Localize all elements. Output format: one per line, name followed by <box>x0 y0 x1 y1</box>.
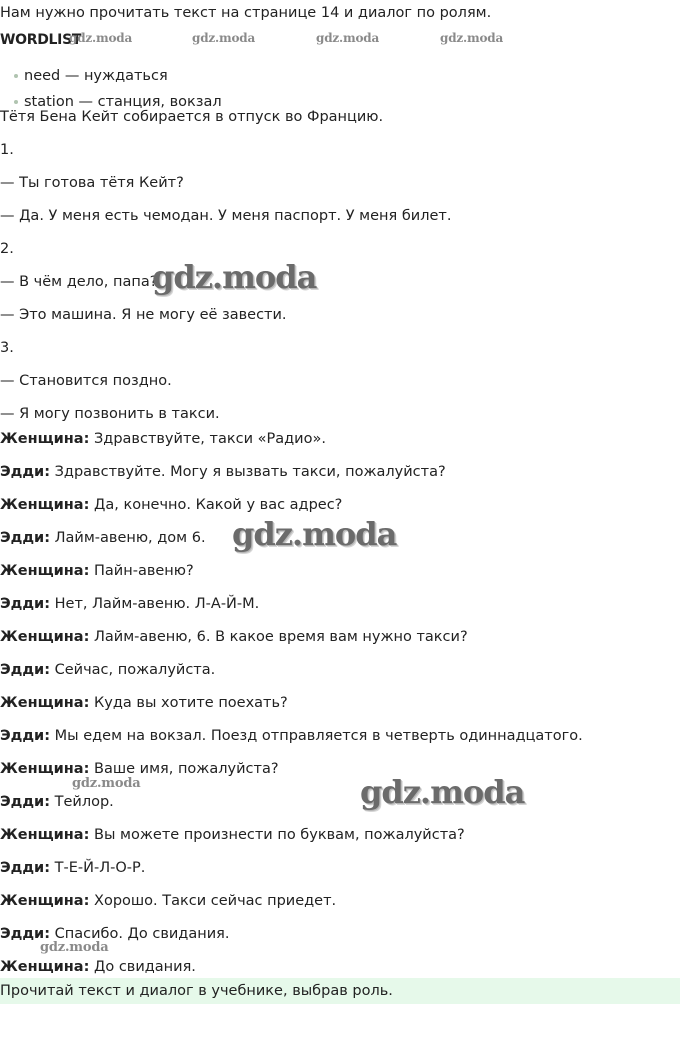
watermark: gdz.moda <box>360 773 525 811</box>
speaker-label: Женщина: <box>0 629 90 645</box>
speaker-label: Эдди: <box>0 926 51 942</box>
dialogue-text: До свидания. <box>89 959 196 975</box>
dialogue-line <box>0 594 259 614</box>
dialogue-line <box>0 528 206 548</box>
story-line: — Ты готова тётя Кейт? <box>0 175 184 191</box>
dialogue-text: Пайн-авеню? <box>89 563 194 579</box>
speaker-label: Эдди: <box>0 728 51 744</box>
dialogue-line <box>0 627 468 647</box>
dialogue-text: Лайм-авеню, дом 6. <box>50 530 206 546</box>
dialogue-text: Здравствуйте. Могу я вызвать такси, пожалуйста? <box>50 464 446 480</box>
dialogue-line <box>0 462 446 482</box>
speaker-label: Женщина: <box>0 563 90 579</box>
dialogue-text: Спасибо. До свидания. <box>50 926 230 942</box>
story-line: — Да. У меня есть чемодан. У меня паспорт. У меня билет. <box>0 208 452 224</box>
story-title: Тётя Бена Кейт собирается в отпуск во Францию. <box>0 109 384 125</box>
dialogue-line <box>0 825 465 845</box>
wordlist-item: need — нуждаться <box>24 66 168 86</box>
dialogue-line <box>0 495 342 515</box>
section-number: 2. <box>0 241 14 257</box>
bullet-icon <box>14 74 18 78</box>
story-line: — Это машина. Я не могу её завести. <box>0 307 287 323</box>
watermark: gdz.moda <box>232 515 397 553</box>
speaker-label: Эдди: <box>0 530 51 546</box>
dialogue-line <box>0 693 288 713</box>
bullet-icon <box>14 100 18 104</box>
dialogue-text: Т-Е-Й-Л-О-Р. <box>50 860 146 876</box>
dialogue-text: Мы едем на вокзал. Поезд отправляется в четверть одиннадцатого. <box>50 728 583 744</box>
watermark: gdz.moda <box>72 776 141 791</box>
dialogue-line <box>0 429 326 449</box>
watermark: gdz.moda <box>192 31 256 45</box>
dialogue-text: Тейлор. <box>50 794 114 810</box>
dialogue-line <box>0 891 336 911</box>
speaker-label: Эдди: <box>0 794 51 810</box>
watermark: gdz.moda <box>152 258 317 296</box>
dialogue-line <box>0 726 583 746</box>
dialogue-text: Да, конечно. Какой у вас адрес? <box>89 497 343 513</box>
section-number: 1. <box>0 142 14 158</box>
watermark: gdz.moda <box>40 940 109 955</box>
speaker-label: Эдди: <box>0 662 51 678</box>
dialogue-text: Нет, Лайм-авеню. Л-А-Й-М. <box>50 596 260 612</box>
intro-text: Нам нужно прочитать текст на странице 14 и диалог по ролям. <box>0 5 492 21</box>
speaker-label: Эдди: <box>0 860 51 876</box>
watermark: gdz.moda <box>69 31 133 45</box>
speaker-label: Женщина: <box>0 761 90 777</box>
dialogue-text: Куда вы хотите поехать? <box>89 695 288 711</box>
section-number: 3. <box>0 340 14 356</box>
dialogue-line <box>0 924 229 944</box>
watermark: gdz.moda <box>440 31 504 45</box>
wordlist-list <box>0 58 680 110</box>
dialogue-line <box>0 660 215 680</box>
speaker-label: Женщина: <box>0 431 90 447</box>
dialogue-line <box>0 957 196 977</box>
story-line: — Я могу позвонить в такси. <box>0 406 220 422</box>
story-line: — В чём дело, папа? <box>0 274 158 290</box>
dialogue-text: Ваше имя, пожалуйста? <box>89 761 279 777</box>
dialogue-text: Лайм-авеню, 6. В какое время вам нужно такси? <box>89 629 468 645</box>
dialogue-line <box>0 858 145 878</box>
footer-text: Прочитай текст и диалог в учебнике, выбрав роль. <box>0 983 393 999</box>
watermark: gdz.moda <box>316 31 380 45</box>
speaker-label: Женщина: <box>0 827 90 843</box>
speaker-label: Женщина: <box>0 695 90 711</box>
dialogue-line <box>0 792 114 812</box>
speaker-label: Эдди: <box>0 596 51 612</box>
speaker-label: Женщина: <box>0 959 90 975</box>
speaker-label: Женщина: <box>0 497 90 513</box>
dialogue-line <box>0 561 194 581</box>
dialogue-text: Вы можете произнести по буквам, пожалуйста? <box>89 827 465 843</box>
wordlist-title: WORDLIST <box>0 32 82 48</box>
speaker-label: Женщина: <box>0 893 90 909</box>
wordlist-item: station — станция, вокзал <box>24 92 222 112</box>
dialogue-text: Сейчас, пожалуйста. <box>50 662 216 678</box>
dialogue-text: Здравствуйте, такси «Радио». <box>89 431 326 447</box>
dialogue-text: Хорошо. Такси сейчас приедет. <box>89 893 337 909</box>
story-line: — Становится поздно. <box>0 373 172 389</box>
speaker-label: Эдди: <box>0 464 51 480</box>
